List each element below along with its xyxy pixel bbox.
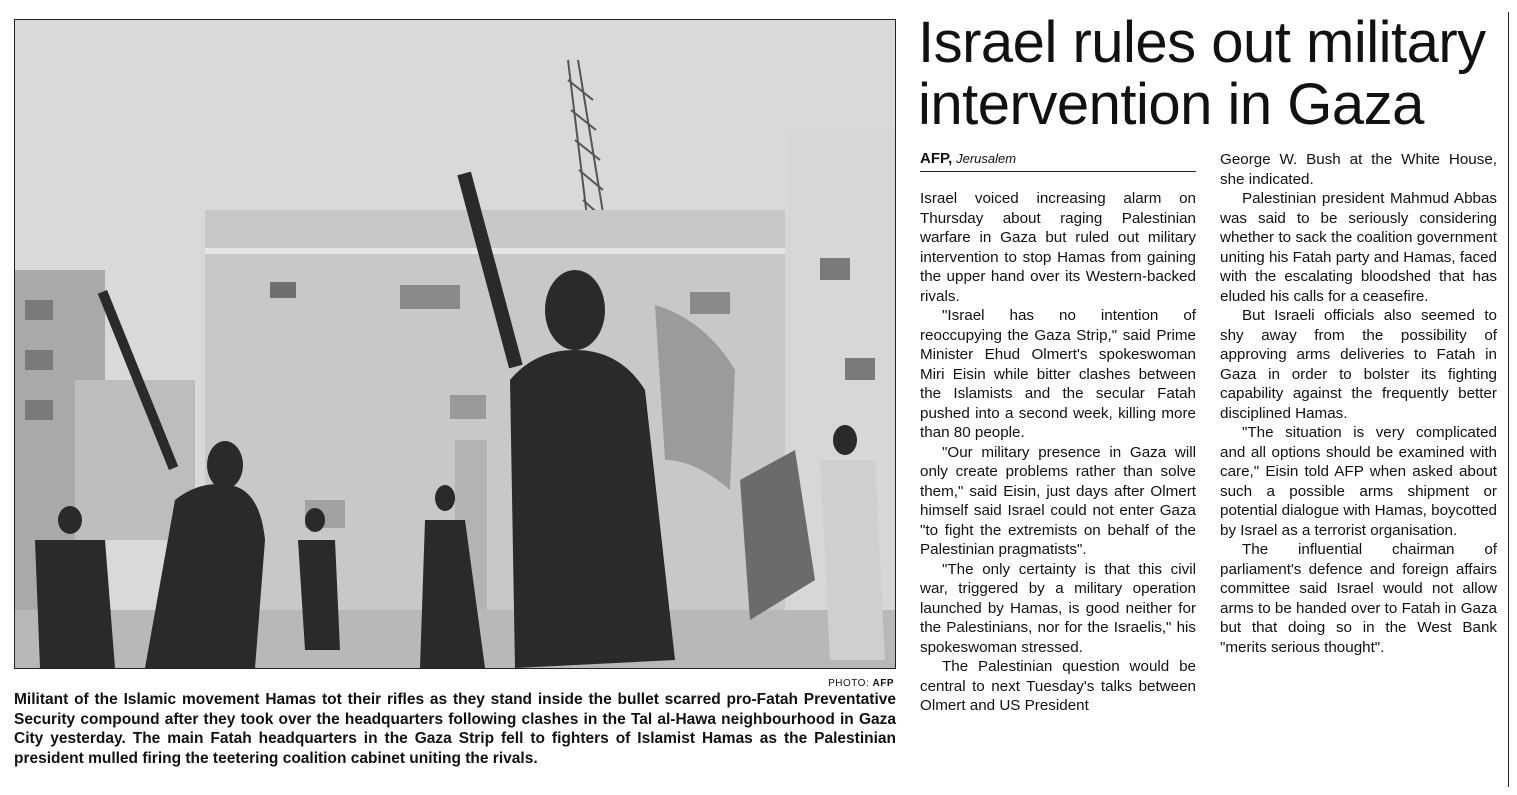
paragraph: Palestinian president Mahmud Abbas was said to be seriously considering whether to sack the coalition government uniting his Fatah party and Hamas, faced with the escalating bloodshed that has eluded his calls for a ceasefire. (1220, 190, 1497, 305)
paragraph: The influential chairman of parliament's defence and foreign affairs committee said Israel would not allow arms to be handed over to Fatah in Gaza but that doing so in the West Bank "merits serious thought". (1220, 541, 1497, 656)
photo-credit-prefix: PHOTO: (828, 678, 870, 689)
paragraph: The Palestinian question would be central to next Tuesday's talks between Olmert and US President (920, 658, 1196, 714)
paragraph: "The situation is very complicated and all options should be examined with care," Eisin told AFP when asked about such a possible arms shipment or potential dialogue with Hamas, boycotted by Israel as a terrorist organisation. (1220, 424, 1497, 539)
byline (920, 150, 1196, 172)
photo-illustration (15, 20, 895, 668)
paragraph: "Our military presence in Gaza will only create problems rather than solve them," said Eisin, just days after Olmert himself said Israel could not enter Gaza "to fight the extremists on behalf of the Palestinian pragmatists". (920, 443, 1196, 558)
paragraph: "The only certainty is that this civil war, triggered by a military operation launched by Hamas, is good neither for the Palestinians, nor for the Israelis," his spokeswoman stressed. (920, 560, 1196, 656)
paragraph: George W. Bush at the White House, she indicated. (1220, 151, 1497, 188)
news-photo (14, 19, 896, 669)
paragraph: Israel voiced increasing alarm on Thursday about raging Palestinian warfare in Gaza but ruled out military intervention to stop Hamas from gaining the upper hand over its Western-backed rivals. (920, 190, 1196, 305)
photo-credit (790, 678, 894, 689)
photo-credit-agency: AFP (872, 678, 894, 689)
paragraph: "Israel has no intention of reoccupying the Gaza Strip," said Prime Minister Ehud Olmert's spokeswoman Miri Eisin while bitter clashes between the Islamists and the secular Fatah pushed into a second week, killing more than 80 people. (920, 307, 1196, 441)
headline: Israel rules out military intervention in Gaza (918, 10, 1486, 137)
byline-place: Jerusalem (956, 151, 1017, 166)
byline-agency: AFP, (920, 150, 953, 167)
photo-caption: Militant of the Islamic movement Hamas tot their rifles as they stand inside the bullet scarred pro-Fatah Preventative Security compound after they took over the headquarters following clashes in the Tal al-Hawa neighbourhood in Gaza City yesterday. The main Fatah headquarters in the Gaza Strip fell to fighters of Islamist Hamas as the Palestinian president mulled firing the teetering coalition cabinet uniting the rivals. (14, 691, 896, 767)
column-rule (1508, 12, 1509, 787)
article-column-1 (920, 189, 1196, 716)
paragraph: But Israeli officials also seemed to shy away from the possibility of approving arms deliveries to Fatah in Gaza in order to bolster its fighting capability against the frequently better disciplined Hamas. (1220, 307, 1497, 422)
article-column-2 (1220, 150, 1497, 657)
